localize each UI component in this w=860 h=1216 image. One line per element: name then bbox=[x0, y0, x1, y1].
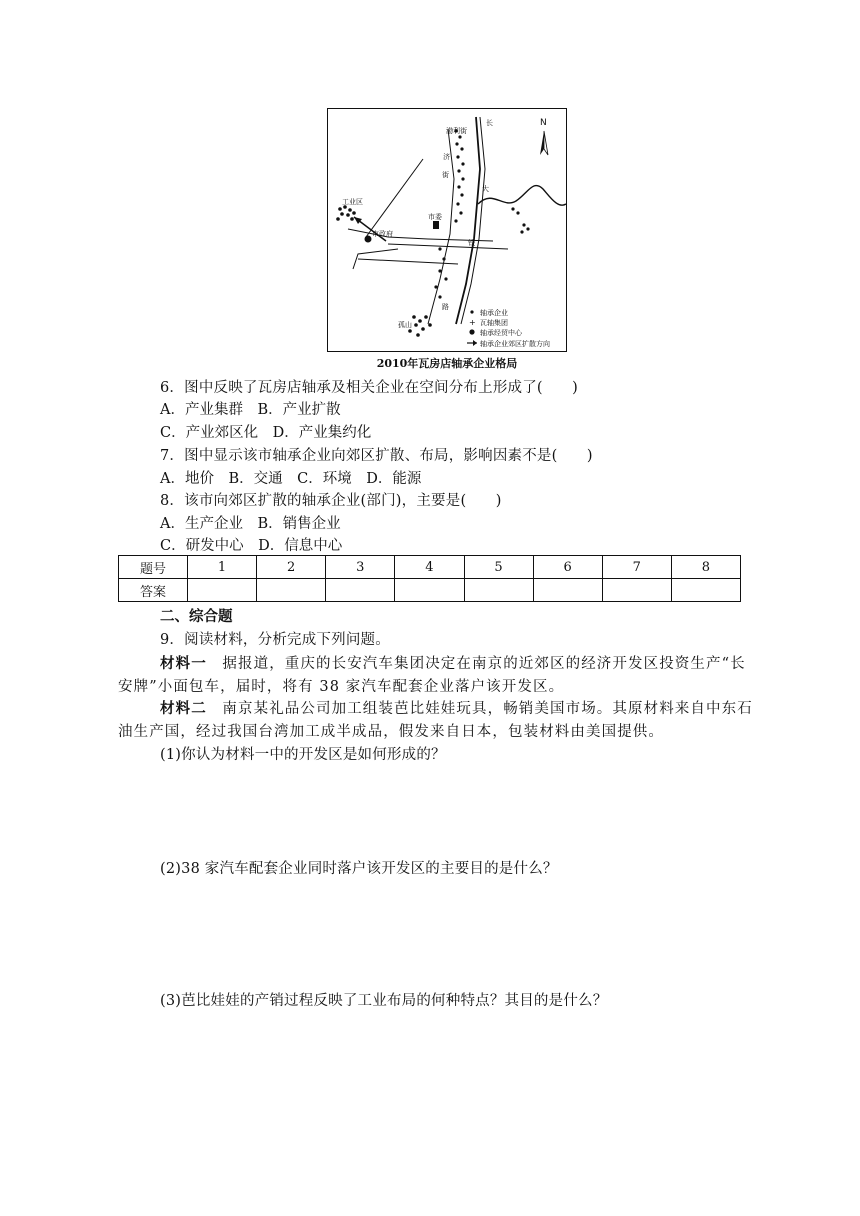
industrial-cluster bbox=[336, 205, 356, 221]
river bbox=[478, 186, 566, 206]
label-jie: 街 bbox=[442, 171, 449, 179]
question-6-options-cd: C．产业郊区化 D．产业集约化 bbox=[160, 425, 372, 441]
label-industrial-zone: 工业区 bbox=[342, 198, 363, 206]
table-cell: 6 bbox=[533, 556, 602, 579]
material-1-label: 材料一 bbox=[160, 655, 207, 672]
table-cell: 2 bbox=[257, 556, 326, 579]
question-8: 8．该市向郊区扩散的轴承企业(部门)，主要是( ) bbox=[160, 493, 502, 509]
label-street: 渤利街 bbox=[446, 127, 467, 135]
table-row-numbers bbox=[119, 556, 741, 579]
label-city-gov: 市政府 bbox=[372, 230, 393, 238]
table-cell: 7 bbox=[602, 556, 671, 579]
material-1-line bbox=[160, 652, 746, 673]
section-title: 二、综合题 bbox=[160, 608, 233, 625]
answer-cell[interactable] bbox=[602, 579, 671, 602]
north-label: N bbox=[540, 118, 547, 128]
question-7: 7．图中显示该市轴承企业向郊区扩散、布局，影响因素不是( ) bbox=[160, 448, 593, 464]
map-legend bbox=[467, 308, 550, 348]
label-da: 大 bbox=[482, 185, 489, 193]
subquestion-2: (2)38 家汽车配套企业同时落户该开发区的主要目的是什么？ bbox=[160, 861, 558, 877]
table-cell: 3 bbox=[326, 556, 395, 579]
map-figure bbox=[327, 108, 567, 352]
answer-cell[interactable] bbox=[257, 579, 326, 602]
answer-cell[interactable] bbox=[188, 579, 257, 602]
material-2-line bbox=[160, 697, 753, 718]
label-city-committee: 市委 bbox=[428, 213, 442, 221]
question-6: 6．图中反映了瓦房店轴承及相关企业在空间分布上形成了( ) bbox=[160, 380, 579, 396]
svg-text:轴承经贸中心: 轴承经贸中心 bbox=[480, 329, 522, 337]
material-1-text: 据报道，重庆的长安汽车集团决定在南京的近郊区的经济开发区投资生产“长 bbox=[206, 656, 746, 672]
answer-cell[interactable] bbox=[395, 579, 464, 602]
answer-cell[interactable] bbox=[326, 579, 395, 602]
city-gov-marker bbox=[365, 236, 372, 243]
material-1-continued: 安牌”小面包车，届时，将有 38 家汽车配套企业落户该开发区。 bbox=[118, 679, 565, 695]
answer-cell[interactable] bbox=[533, 579, 602, 602]
question-8-options-cd: C．研发中心 D．信息中心 bbox=[160, 538, 343, 554]
label-road: 路 bbox=[442, 303, 449, 311]
svg-text:轴承企业: 轴承企业 bbox=[480, 309, 508, 317]
bearing-enterprise-map bbox=[328, 109, 568, 353]
question-7-options: A．地价 B．交通 C．环境 D．能源 bbox=[160, 471, 422, 487]
label-mountain: 孤山 bbox=[398, 321, 412, 329]
table-cell: 8 bbox=[671, 556, 740, 579]
table-cell: 5 bbox=[464, 556, 533, 579]
label-chang: 长 bbox=[486, 119, 493, 127]
table-cell: 4 bbox=[395, 556, 464, 579]
question-9: 9．阅读材料，分析完成下列问题。 bbox=[160, 632, 390, 648]
material-2-label: 材料二 bbox=[160, 700, 207, 717]
label-ji: 济 bbox=[443, 153, 450, 161]
table-cell: 1 bbox=[188, 556, 257, 579]
svg-text:瓦轴集团: 瓦轴集团 bbox=[480, 319, 508, 327]
answer-cell[interactable] bbox=[671, 579, 740, 602]
table-row-answers bbox=[119, 579, 741, 602]
eastern-cluster bbox=[511, 207, 529, 233]
svg-text:+: + bbox=[469, 318, 476, 327]
map-caption: 2010年瓦房店轴承企业格局 bbox=[376, 357, 518, 370]
svg-text:轴承企业郊区扩散方向: 轴承企业郊区扩散方向 bbox=[480, 340, 550, 348]
table-header-answer: 答案 bbox=[119, 579, 188, 602]
railway-line bbox=[456, 117, 480, 324]
material-2-continued: 油生产国，经过我国台湾加工成半成品，假发来自日本，包装材料由美国提供。 bbox=[118, 724, 664, 740]
answer-table bbox=[118, 555, 741, 602]
label-tie: 铁 bbox=[468, 239, 475, 247]
question-8-options-ab: A．生产企业 B．销售企业 bbox=[160, 516, 341, 532]
answer-cell[interactable] bbox=[464, 579, 533, 602]
table-header-number: 题号 bbox=[119, 556, 188, 579]
north-arrow-icon bbox=[540, 118, 548, 155]
subquestion-3: (3)芭比娃娃的产销过程反映了工业布局的何种特点？其目的是什么？ bbox=[160, 993, 608, 1009]
material-2-text: 南京某礼品公司加工组装芭比娃娃玩具，畅销美国市场。其原材料来自中东石 bbox=[206, 701, 753, 717]
subquestion-1: (1)你认为材料一中的开发区是如何形成的？ bbox=[160, 747, 446, 763]
city-committee-marker bbox=[433, 221, 439, 229]
question-6-options-ab: A．产业集群 B．产业扩散 bbox=[160, 402, 341, 418]
